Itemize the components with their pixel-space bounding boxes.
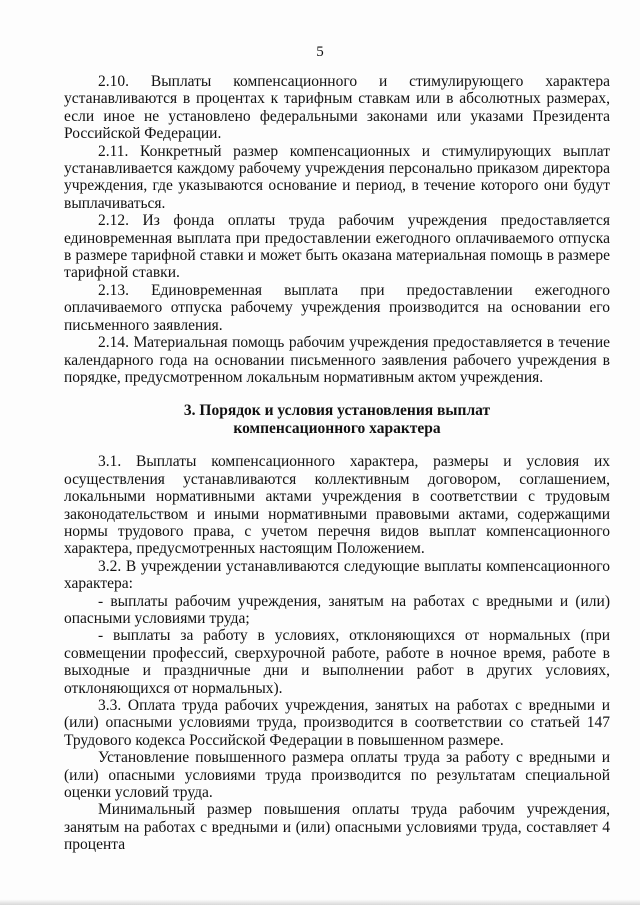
paragraph-2-13: 2.13. Единовременная выплата при предоставлении ежегодного оплачиваемого отпуска рабочему учреждения производится на основании его письменного заявления. xyxy=(64,281,610,334)
page-number: 5 xyxy=(316,44,324,60)
section-title-line-1: 3. Порядок и условия установления выплат xyxy=(183,402,491,420)
paragraph-2-12: 2.12. Из фонда оплаты труда рабочим учреждения предоставляется единовременная выплата при предоставлении ежегодного оплачиваемого отпуска в размере тарифной ставки и может быть оказана материальная помощь в размере тарифной ставки. xyxy=(64,212,610,282)
paragraph-3-3: 3.3. Оплата труда рабочих учреждения, занятых на работах с вредными и (или) опасными условиями труда, производится в соответствии со статьей 147 Трудового кодекса Российской Федерации в повышенном размере. xyxy=(64,697,610,749)
section-3-heading xyxy=(64,402,610,438)
list-item-harmful-conditions: - выплаты рабочим учреждения, занятым на работах с вредными и (или) опасными условиями труда; xyxy=(64,592,610,627)
paragraph-2-14: 2.14. Материальная помощь рабочим учреждения предоставляется в течение календарного года на основании письменного заявления рабочего учреждения в порядке, предусмотренном локальным нормативным актом учреждения. xyxy=(64,334,610,386)
paragraph-3-1: 3.1. Выплаты компенсационного характера, размеры и условия их осуществления устанавливаются коллективным договором, соглашением, локальными нормативными актами учреждения в соответствии с трудовым законодательством и иными нормативными правовыми актами, содержащими нормы трудового права, с учетом перечня видов выплат компенсационного характера, предусмотренных настоящим Положением. xyxy=(64,453,610,558)
scan-bottom-edge xyxy=(0,899,640,905)
paragraph-3-2: 3.2. В учреждении устанавливаются следующие выплаты компенсационного характера: xyxy=(64,557,610,593)
section-title-line-2: компенсационного характера xyxy=(233,420,441,438)
paragraph-2-10: 2.10. Выплаты компенсационного и стимулирующего характера устанавливаются в процентах к тарифным ставкам или в абсолютных размерах, если иное не установлено федеральными законами или указами Президента Российской Федерации. xyxy=(64,73,610,143)
paragraph-3-3-minimum: Минимальный размер повышения оплаты труда рабочим учреждения, занятым на работах с вредными и (или) опасными условиями труда, составляет 4 процента xyxy=(64,801,610,854)
paragraph-3-3-assessment: Установление повышенного размера оплаты труда за работу с вредными и (или) опасными условиями труда производится по результатам специальной оценки условий труда. xyxy=(64,749,610,802)
paragraph-2-11: 2.11. Конкретный размер компенсационных и стимулирующих выплат устанавливается каждому рабочему учреждения персонально приказом директора учреждения, где указываются основание и период, в течение которого они будут выплачиваться. xyxy=(64,142,610,212)
document-body xyxy=(64,73,610,854)
list-item-abnormal-conditions: - выплаты за работу в условиях, отклоняющихся от нормальных (при совмещении профессий, сверхурочной работе, работе в ночное время, работе в выходные и праздничные дни и выполнении работ в других условиях, отклоняющихся от нормальных). xyxy=(64,627,610,697)
